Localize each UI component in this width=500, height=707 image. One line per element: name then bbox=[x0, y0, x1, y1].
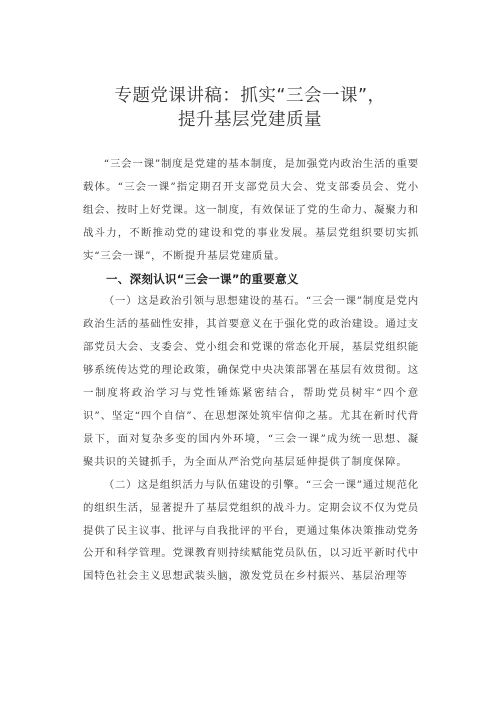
intro-paragraph: “三会一课”制度是党建的基本制度，是加强党内政治生活的重要载体。“三会一课”指定期召开支部党员大会、党支部委员会、党小组会、按时上好党课。这一制度，有效保证了党的生命力、凝聚力和战斗力，不断推动党的建设和党的事业发展。基层党组织要切实抓实“三会一课”，不断提升基层党建质量。 bbox=[83, 158, 419, 262]
document-body bbox=[83, 153, 419, 588]
document-title-line-1: 专题党课讲稿：抓实“三会一课”， bbox=[114, 86, 386, 106]
document-title-line-2: 提升基层党建质量 bbox=[178, 110, 322, 130]
section-1-paragraph-2: （二）这是组织活力与队伍建设的引擎。“三会一课”通过规范化的组织生活，显著提升了基层党组织的战斗力。定期会议不仅为党员提供了民主议事、批评与自我批评的平台，更通过集体决策推动党务公开和科学管理。党课教育则持续赋能党员队伍，以习近平新时代中国特色社会主义思想武装头脑，激发党员在乡村振兴、基层治理等 bbox=[83, 478, 419, 583]
section-1-heading: 一、深刻认识“三会一课”的重要意义 bbox=[106, 271, 299, 286]
section-1-paragraph-1: （一）这是政治引领与思想建设的基石。“三会一课”制度是党内政治生活的基础性安排，其首要意义在于强化党的政治建设。通过支部党员大会、支委会、党小组会和党课的常态化开展，基层党组织能够系统传达党的理论政策，确保党中央决策部署在基层有效贯彻。这一制度将政治学习与党性锤炼紧密结合，帮助党员树牢“四个意识”、坚定“四个自信”、在思想深处筑牢信仰之基。尤其在新时代背景下，面对复杂多变的国内外环境，“三会一课”成为统一思想、凝聚共识的关键抓手，为全面从严治党向基层延伸提供了制度保障。 bbox=[83, 295, 419, 468]
